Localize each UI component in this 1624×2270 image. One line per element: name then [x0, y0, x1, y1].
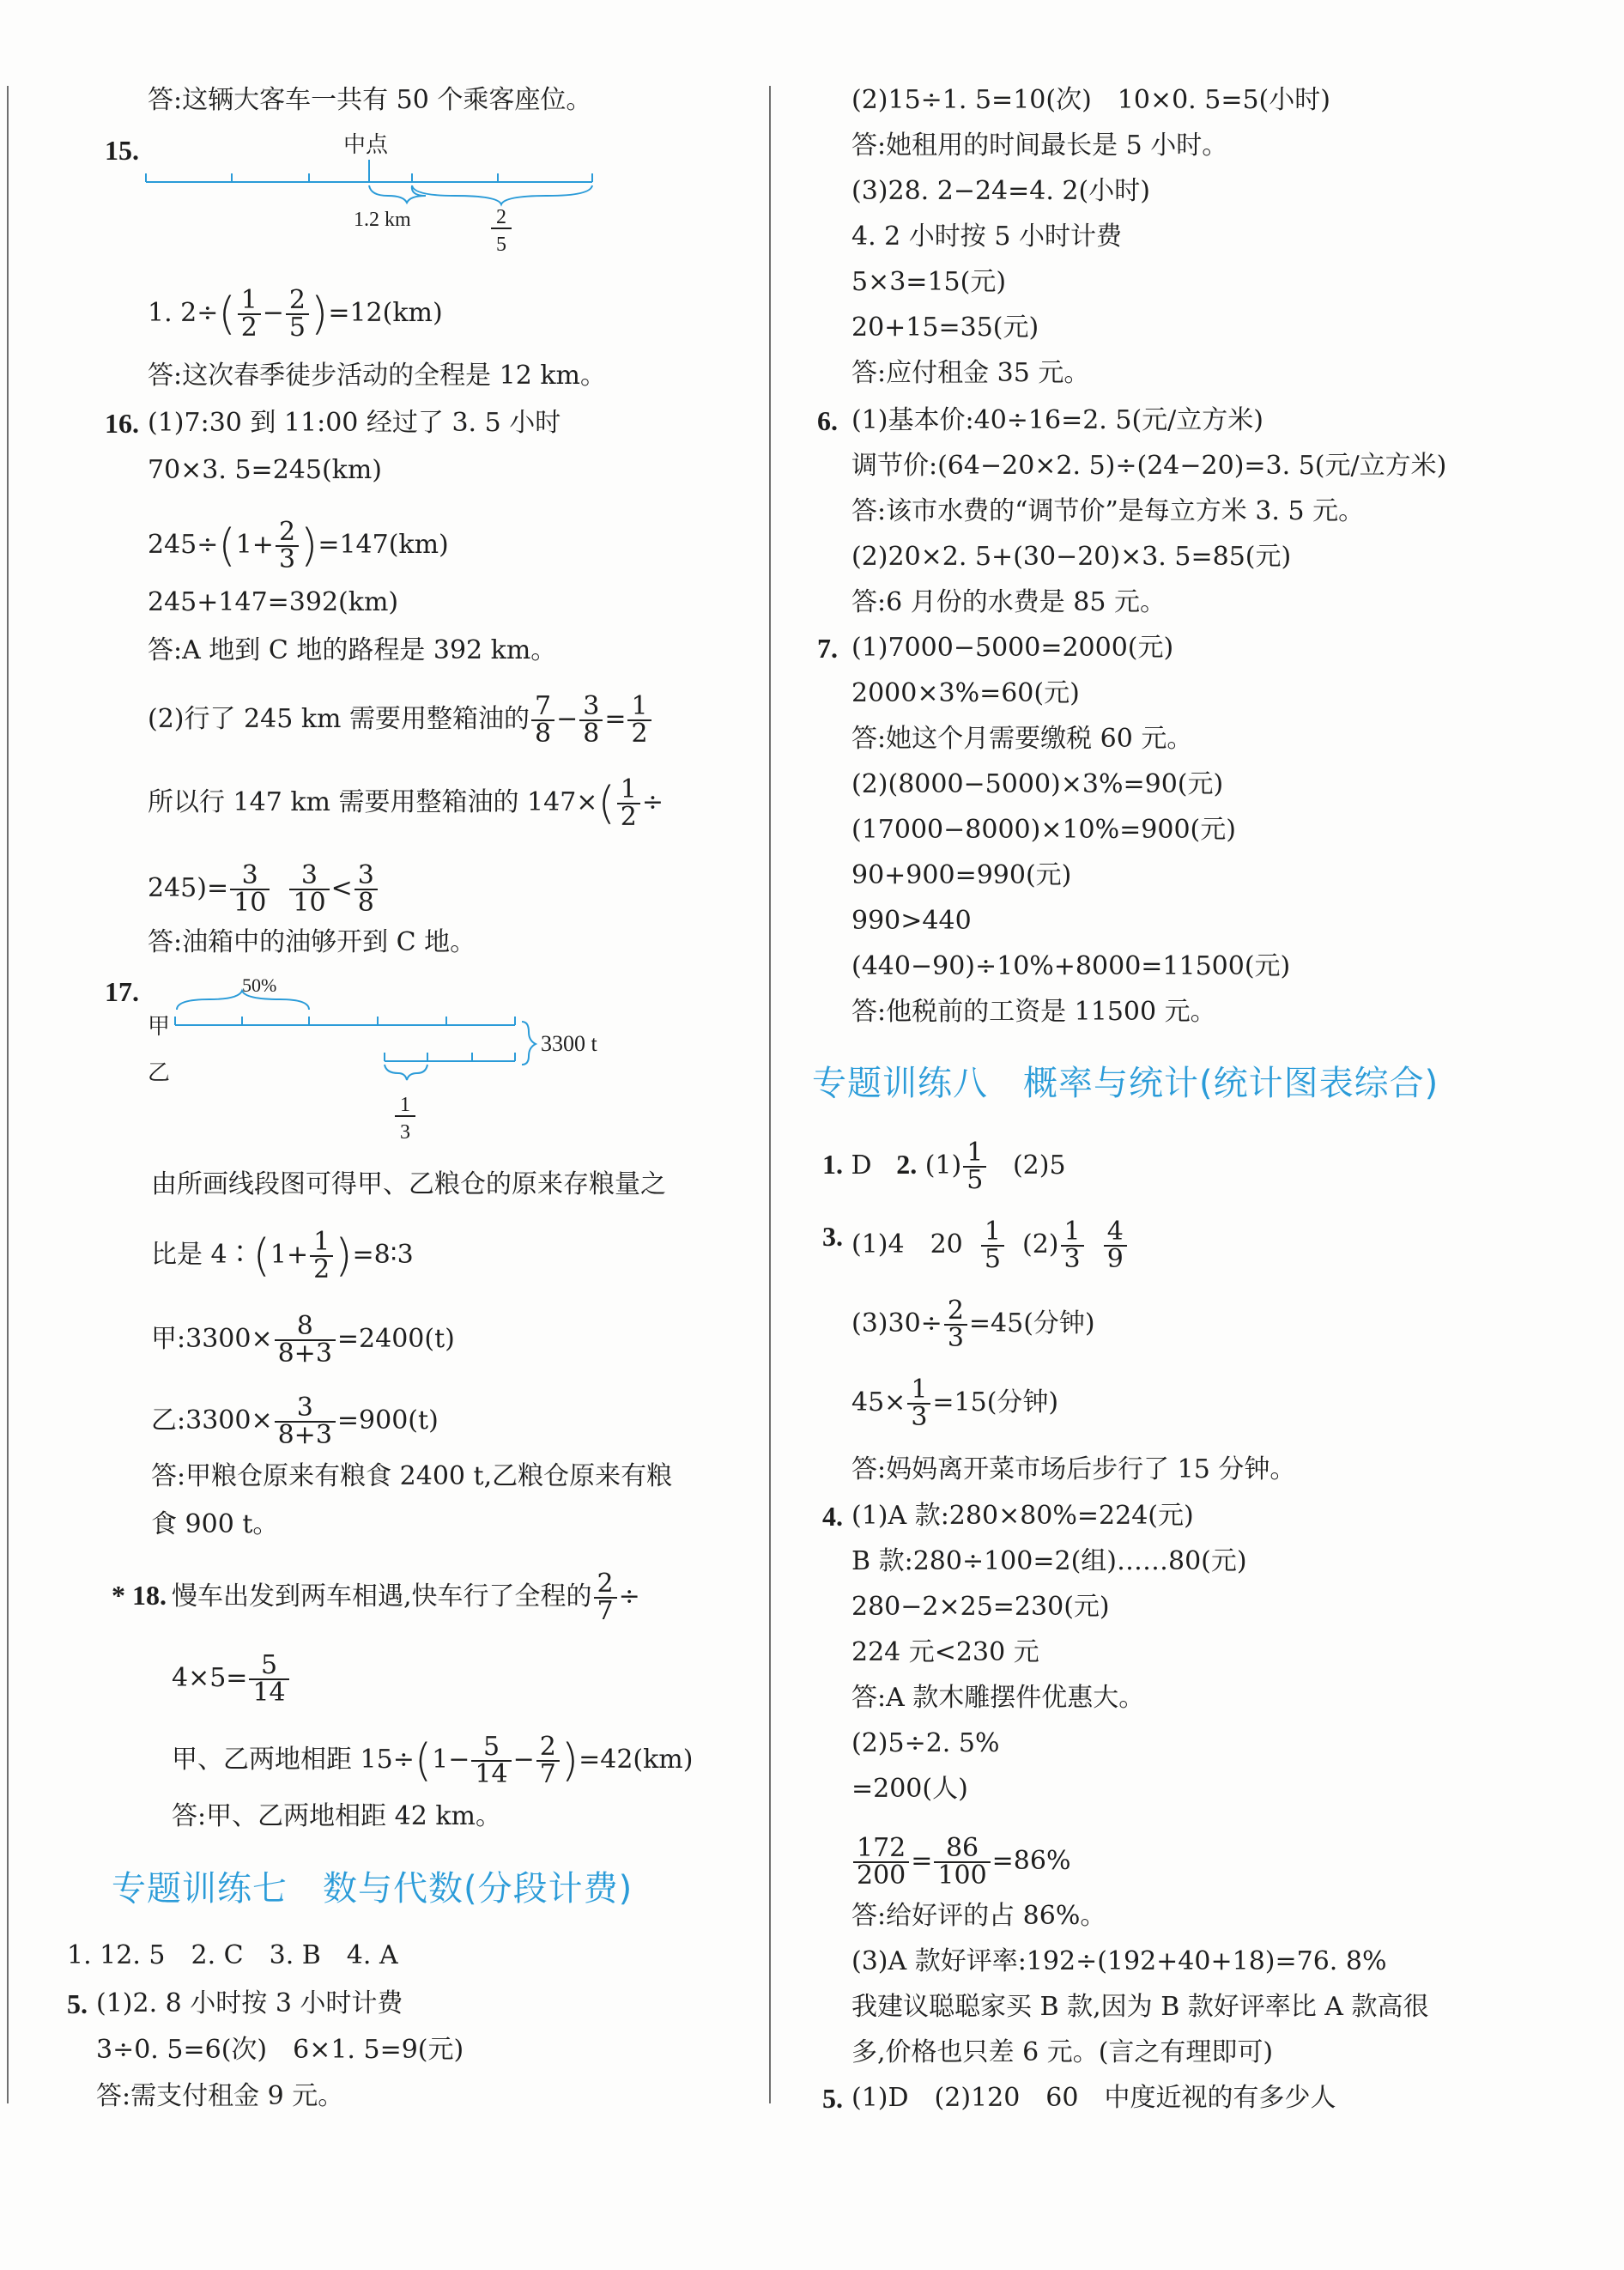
solution-line: (1)2. 8 小时按 3 小时计费: [96, 1988, 403, 2018]
solution-line: (3)A 款好评率:192÷(192+40+18)=76. 8%: [851, 1946, 1387, 1976]
equation-line: 甲:3300× $\frac{8}{8+3}$ =2400(t): [151, 1311, 455, 1369]
answer-line: 答:妈妈离开菜市场后步行了 15 分钟。: [851, 1454, 1296, 1484]
solution-line: 990>440: [851, 906, 972, 936]
answer-line: 答:他税前的工资是 11500 元。: [851, 997, 1216, 1027]
equation-line: (3)30÷ $\frac{2}{3}$ =45(分钟): [851, 1296, 1095, 1353]
answer-line: 答:该市水费的“调节价”是每立方米 3. 5 元。: [851, 496, 1365, 526]
equation-line: 慢车出发到两车相遇,快车行了全程的 $\frac{2}{7}$ ÷: [172, 1569, 640, 1626]
diagram-label-yi: 乙: [148, 1060, 171, 1085]
question-number: 5.: [822, 2083, 843, 2114]
answer-line: (1)4 20 $\frac{1}{5}$ (2) $\frac{1}{3}$ $\frac{4}{9}$: [851, 1219, 1129, 1272]
solution-line: (1)7000−5000=2000(元): [851, 633, 1174, 663]
answer-line: 答:6 月份的水费是 85 元。: [851, 587, 1166, 617]
solution-line: 2000×3%=60(元): [851, 678, 1080, 708]
equation-line: 乙:3300× $\frac{3}{8+3}$ =900(t): [151, 1393, 439, 1450]
diagram-label-percent: 50%: [242, 974, 277, 996]
fraction: $\frac{1}{3}$: [907, 1377, 930, 1430]
answer-line: 答:她这个月需要缴税 60 元。: [851, 724, 1193, 754]
fraction: $\frac{3}{8}$: [354, 863, 378, 916]
solution-line: 多,价格也只差 6 元。(言之有理即可): [851, 2037, 1274, 2067]
solution-line: 由所画线段图可得甲、乙粮仓的原来存粮量之: [151, 1169, 666, 1199]
left-margin-rule: [7, 86, 9, 2103]
answer-line: 答:给好评的占 86%。: [851, 1901, 1106, 1931]
solution-line: 280−2×25=230(元): [851, 1592, 1110, 1622]
solution-line: 5×3=15(元): [851, 267, 1007, 297]
equation-line: 所以行 147 km 需要用整箱油的 147×( $\frac{1}{2}$ ÷: [148, 774, 664, 832]
question-number: 6.: [817, 405, 838, 436]
solution-line: (440−90)÷10%+8000=11500(元): [851, 951, 1291, 981]
solution-line: 20+15=35(元): [851, 313, 1039, 343]
segment-diagram-17: [137, 970, 652, 1159]
fraction: $\frac{86}{100}$: [934, 1836, 990, 1889]
question-number: 4.: [822, 1501, 843, 1532]
equation-line: (2)行了 245 km 需要用整箱油的 $\frac{7}{8}$ − $\frac{3}{8}$ = $\frac{1}{2}$: [148, 694, 653, 747]
equation-line: 1. 2÷( $\frac{1}{2}$ − $\frac{2}{5}$ )=12(km): [148, 285, 443, 343]
fraction: $\frac{5}{14}$: [471, 1734, 511, 1787]
solution-line: (2)5÷2. 5%: [851, 1728, 1000, 1758]
fraction: $\frac{1}{2}$: [310, 1229, 333, 1283]
fraction: $\frac{3}{8}$: [579, 694, 603, 747]
solution-line: (1)A 款:280×80%=224(元): [851, 1501, 1194, 1531]
solution-line: 3÷0. 5=6(次) 6×1. 5=9(元): [96, 2035, 464, 2065]
solution-line: 70×3. 5=245(km): [148, 455, 382, 485]
solution-line: 224 元<230 元: [851, 1637, 1039, 1667]
question-number: 17.: [105, 976, 139, 1007]
fraction: $\frac{3}{10}$: [230, 863, 270, 916]
fraction: $\frac{4}{9}$: [1104, 1219, 1127, 1272]
fraction: $\frac{3}{10}$: [289, 863, 329, 916]
equation-line: 4×5= $\frac{5}{14}$: [172, 1653, 291, 1706]
fraction: $\frac{2}{7}$: [536, 1734, 560, 1787]
diagram-frac-num: 2: [496, 206, 506, 228]
segment-lines: [175, 991, 536, 1080]
question-number: 7.: [817, 633, 838, 664]
answer-line: 答:应付租金 35 元。: [851, 358, 1090, 388]
fraction: $\frac{172}{200}$: [853, 1836, 909, 1889]
answer-line: 答:这辆大客车一共有 50 个乘客座位。: [148, 85, 592, 115]
fraction: $\frac{1}{2}$: [238, 288, 261, 341]
section-heading-8: 专题训练八 概率与统计(统计图表综合): [812, 1064, 1439, 1103]
answer-line: (1)D (2)120 60 中度近视的有多少人: [851, 2083, 1336, 2113]
solution-line: (2)(8000−5000)×3%=90(元): [851, 769, 1224, 799]
section-heading-7: 专题训练七 数与代数(分段计费): [112, 1869, 633, 1909]
equation-line: 245÷(1+ $\frac{2}{3}$ )=147(km): [148, 517, 449, 574]
answer-line: 答:A 款木雕摆件优惠大。: [851, 1683, 1145, 1713]
equation-line: 245)= $\frac{3}{10}$ $\frac{3}{10}$ < $\frac{3}{8}$: [148, 863, 379, 916]
fraction: $\frac{1}{5}$: [963, 1140, 986, 1193]
answer-line: 1. D 2. (1) $\frac{1}{5}$ (2)5: [822, 1138, 1066, 1195]
question-number: 3.: [822, 1221, 843, 1252]
solution-line: (1)7:30 到 11:00 经过了 3. 5 小时: [148, 408, 561, 438]
diagram-label-total: 3300 t: [541, 1031, 597, 1056]
answer-line: 答:这次春季徒步活动的全程是 12 km。: [148, 361, 606, 391]
diagram-frac-num: 1: [400, 1094, 410, 1116]
solution-line: 我建议聪聪家买 B 款,因为 B 款好评率比 A 款高很: [851, 1992, 1429, 2022]
equation-line: 甲、乙两地相距 15÷(1− $\frac{5}{14}$ − $\frac{2}{7}$ )=42(km): [172, 1732, 694, 1789]
fraction: $\frac{5}{14}$: [249, 1653, 288, 1706]
answer-line: 1. 12. 5 2. C 3. B 4. A: [67, 1940, 398, 1970]
fraction: $\frac{2}{7}$: [594, 1571, 617, 1624]
solution-line: 245+147=392(km): [148, 587, 399, 617]
diagram-frac-den: 5: [496, 234, 506, 256]
answer-line: 答:甲粮仓原来有粮食 2400 t,乙粮仓原来有粮: [151, 1461, 673, 1491]
equation-line: 45× $\frac{1}{3}$ =15(分钟): [851, 1375, 1059, 1432]
fraction: $\frac{8}{8+3}$: [275, 1314, 336, 1367]
question-number: 5.: [67, 1988, 88, 2019]
fraction: $\frac{1}{5}$: [981, 1219, 1004, 1272]
diagram-label-midpoint: 中点: [343, 132, 389, 157]
fraction: $\frac{1}{2}$: [627, 694, 651, 747]
solution-line: (2)20×2. 5+(30−20)×3. 5=85(元): [851, 542, 1292, 572]
diagram-label-length: 1.2 km: [354, 209, 411, 231]
solution-line: =200(人): [851, 1774, 968, 1804]
fraction: $\frac{1}{3}$: [1061, 1219, 1084, 1272]
segment-diagram-15: [137, 129, 618, 266]
question-number: * 18.: [112, 1580, 167, 1611]
answer-line: 答:需支付租金 9 元。: [96, 2081, 344, 2111]
fraction: $\frac{1}{2}$: [617, 777, 640, 830]
solution-line: (1)基本价:40÷16=2. 5(元/立方米): [851, 405, 1263, 435]
diagram-frac-den: 3: [400, 1121, 410, 1144]
solution-line: 调节价:(64−20×2. 5)÷(24−20)=3. 5(元/立方米): [851, 451, 1447, 481]
question-number: 16.: [105, 408, 139, 439]
diagram-label-jia: 甲: [148, 1014, 171, 1039]
fraction: $\frac{3}{8+3}$: [275, 1395, 336, 1448]
equation-line: $\frac{172}{200}$ = $\frac{86}{100}$ =86%: [851, 1836, 1071, 1889]
answer-line: 答:A 地到 C 地的路程是 392 km。: [148, 635, 557, 665]
solution-line: (17000−8000)×10%=900(元): [851, 815, 1236, 845]
solution-line: (3)28. 2−24=4. 2(小时): [851, 176, 1150, 206]
segment-line: [146, 160, 592, 204]
answer-line: 答:她租用的时间最长是 5 小时。: [851, 130, 1228, 161]
equation-line: 比是 4∶(1+ $\frac{1}{2}$ )=8∶3: [151, 1227, 414, 1284]
answer-line: 食 900 t。: [151, 1509, 279, 1539]
column-divider: [769, 86, 771, 2103]
answer-line: 答:油箱中的油够开到 C 地。: [148, 927, 476, 957]
solution-line: (2)15÷1. 5=10(次) 10×0. 5=5(小时): [851, 85, 1330, 115]
fraction: $\frac{2}{5}$: [286, 288, 309, 341]
answer-line: 答:甲、乙两地相距 42 km。: [172, 1801, 501, 1831]
fraction: $\frac{2}{3}$: [944, 1298, 967, 1351]
solution-line: 4. 2 小时按 5 小时计费: [851, 222, 1122, 252]
fraction: $\frac{2}{3}$: [276, 519, 299, 573]
solution-line: 90+900=990(元): [851, 860, 1072, 890]
fraction: $\frac{7}{8}$: [531, 694, 554, 747]
question-number: 15.: [105, 135, 139, 166]
solution-line: B 款:280÷100=2(组)……80(元): [851, 1546, 1247, 1576]
